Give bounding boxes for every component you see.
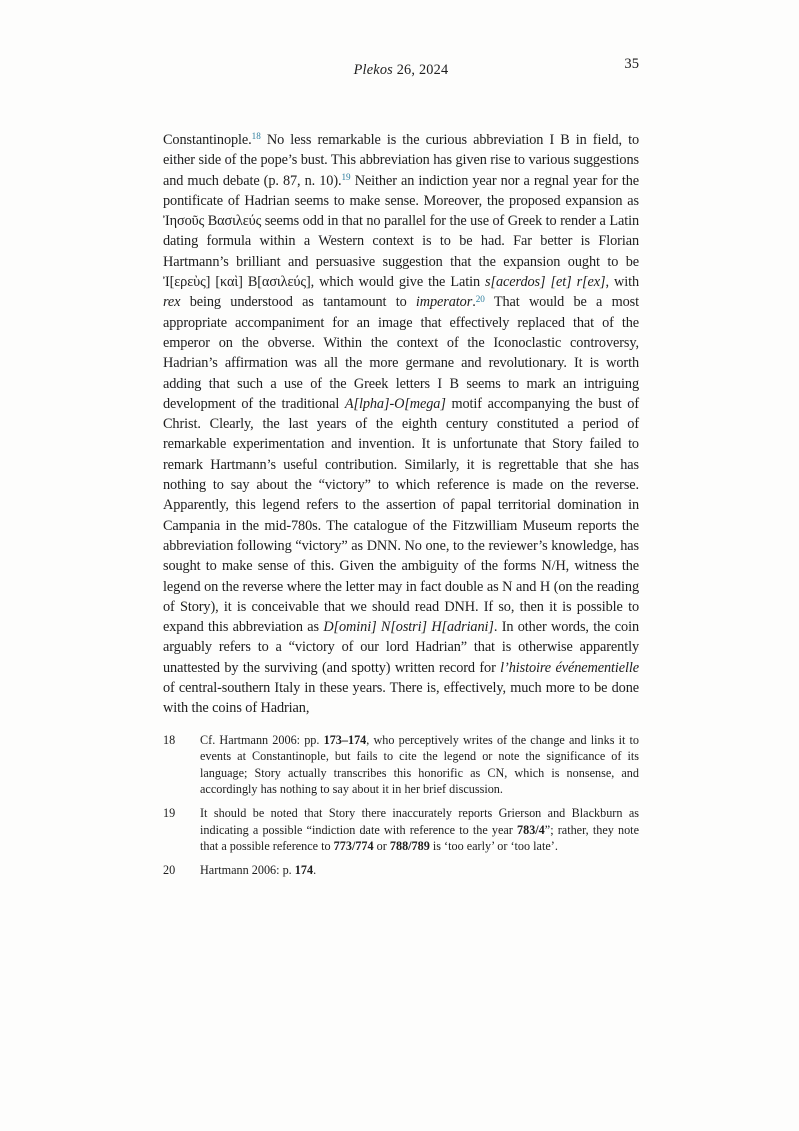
text-run: l’histoire événementielle [500, 659, 639, 676]
text-run: Neither an indiction year nor a regnal year for the pontificate of Hadrian seems to make sense. Moreover, the proposed expansion as Ἰησοῦς Βασιλεύς seems odd in that no parallel for the use of Greek to render a Latin dating formula within a Western context is to be had. Far better is Florian Hartmann’s brilliant and persuasive suggestion that the expansion ought to be Ἰ[ερεὺς] [καὶ] Β[ασιλεύς], which would give the Latin [163, 172, 639, 291]
text-run: s[acerdos] [et] r[ex] [485, 274, 606, 291]
text-run: 783/4 [517, 822, 545, 837]
footnote-number: 18 [163, 732, 176, 747]
footnote-ref[interactable]: 18 [251, 131, 261, 142]
footnotes-section [163, 732, 639, 879]
text-run: imperator [415, 294, 473, 311]
footnote-text [200, 805, 639, 855]
text-run: Cf. Hartmann 2006: pp. [200, 732, 324, 747]
text-run: 174 [294, 862, 314, 877]
text-run: or [373, 839, 390, 854]
text-run: Plekos [353, 62, 393, 78]
text-run: A[lpha]-O[mega] [344, 395, 446, 412]
footnote [163, 805, 639, 855]
text-run: D[omini] N[ostri] H[adriani] [323, 619, 494, 636]
footnote-number: 20 [163, 862, 176, 877]
footnote-text [200, 862, 639, 879]
text-run: That would be a most appropriate accompaniment for an image that effectively replaced that of the emperor on the obverse. Within the context of the Iconoclastic controversy, Hadrian’s affirmation was all the more germane and revolutionary. It is worth adding that such a use of the Greek letters I B seems to mark an intriguing development of the traditional [163, 294, 639, 412]
text-run: is ‘too early’ or ‘too late’. [429, 839, 558, 854]
text-run: Hartmann 2006: p. [200, 862, 295, 877]
text-run: Constantinople. [163, 132, 252, 148]
text-run: , with [605, 274, 640, 291]
text-run: . In other words, the coin arguably refers to a “victory of our lord Hadrian” that is otherwise apparently unattested by the surviving (and spotty) written record for [163, 619, 639, 676]
text-run: 173–174 [323, 732, 367, 747]
text-run: ”; rather, they note that a possible reference to [200, 822, 639, 854]
body-paragraph [163, 130, 639, 719]
text-run: No less remarkable is the curious abbreviation I B in field, to either side of the pope’s bust. This abbreviation has given rise to various suggestions and much debate (p. 87, n. 10). [163, 132, 639, 189]
footnote-ref[interactable]: 19 [341, 171, 351, 182]
footnote [163, 862, 639, 879]
text-run: 26, 2024 [392, 62, 449, 78]
text-run: It should be noted that Story there inaccurately reports Grierson and Blackburn as indicating a possible “indiction date with reference to the year [200, 805, 639, 837]
page-header [163, 56, 639, 82]
page-number: 35 [624, 56, 639, 72]
text-run: motif accompanying the bust of Christ. Clearly, the last years of the eighth century constituted a period of remarkable experimentation and invention. It is unfortunate that Story failed to remark Hartmann’s useful contribution. Similarly, it is regrettable that she has nothing to say about the “victory” to which reference is made on the reverse. Apparently, this legend refers to the assertion of papal territorial domination in Campania in the mid-780s. The catalogue of the Fitzwilliam Museum reports the abbreviation following “victory” as DNN. No one, to the reviewer’s knowledge, has sought to make sense of this. Given the ambiguity of the forms N/H, witness the legend on the reverse where the letter may in fact double as N and H (on the reading of Story), it is conceivable that we should read DNH. If so, then it is possible to expand this abbreviation as [163, 395, 639, 636]
text-run: rex [163, 294, 181, 311]
text-run: 788/789 [389, 839, 430, 854]
text-run: of central-southern Italy in these years. There is, effectively, much more to be done with the coins of Hadrian, [163, 680, 639, 717]
document-page [163, 56, 640, 885]
footnote-ref[interactable]: 20 [475, 293, 485, 304]
footnote-number: 19 [163, 805, 176, 820]
running-title [163, 62, 639, 79]
footnote [163, 732, 639, 798]
text-run: . [313, 862, 317, 877]
footnote-text [200, 732, 639, 798]
text-run: being understood as tantamount to [180, 294, 416, 311]
text-run: . [472, 294, 476, 311]
text-run: , who perceptively writes of the change and links it to events at Constantinople, but fails to cite the legend or note the significance of its language; Story actually transcribes this honorific as CN, which is nonsense, and accordingly has nothing to say about it in her brief discussion. [200, 732, 640, 797]
text-run: 773/774 [333, 839, 374, 854]
